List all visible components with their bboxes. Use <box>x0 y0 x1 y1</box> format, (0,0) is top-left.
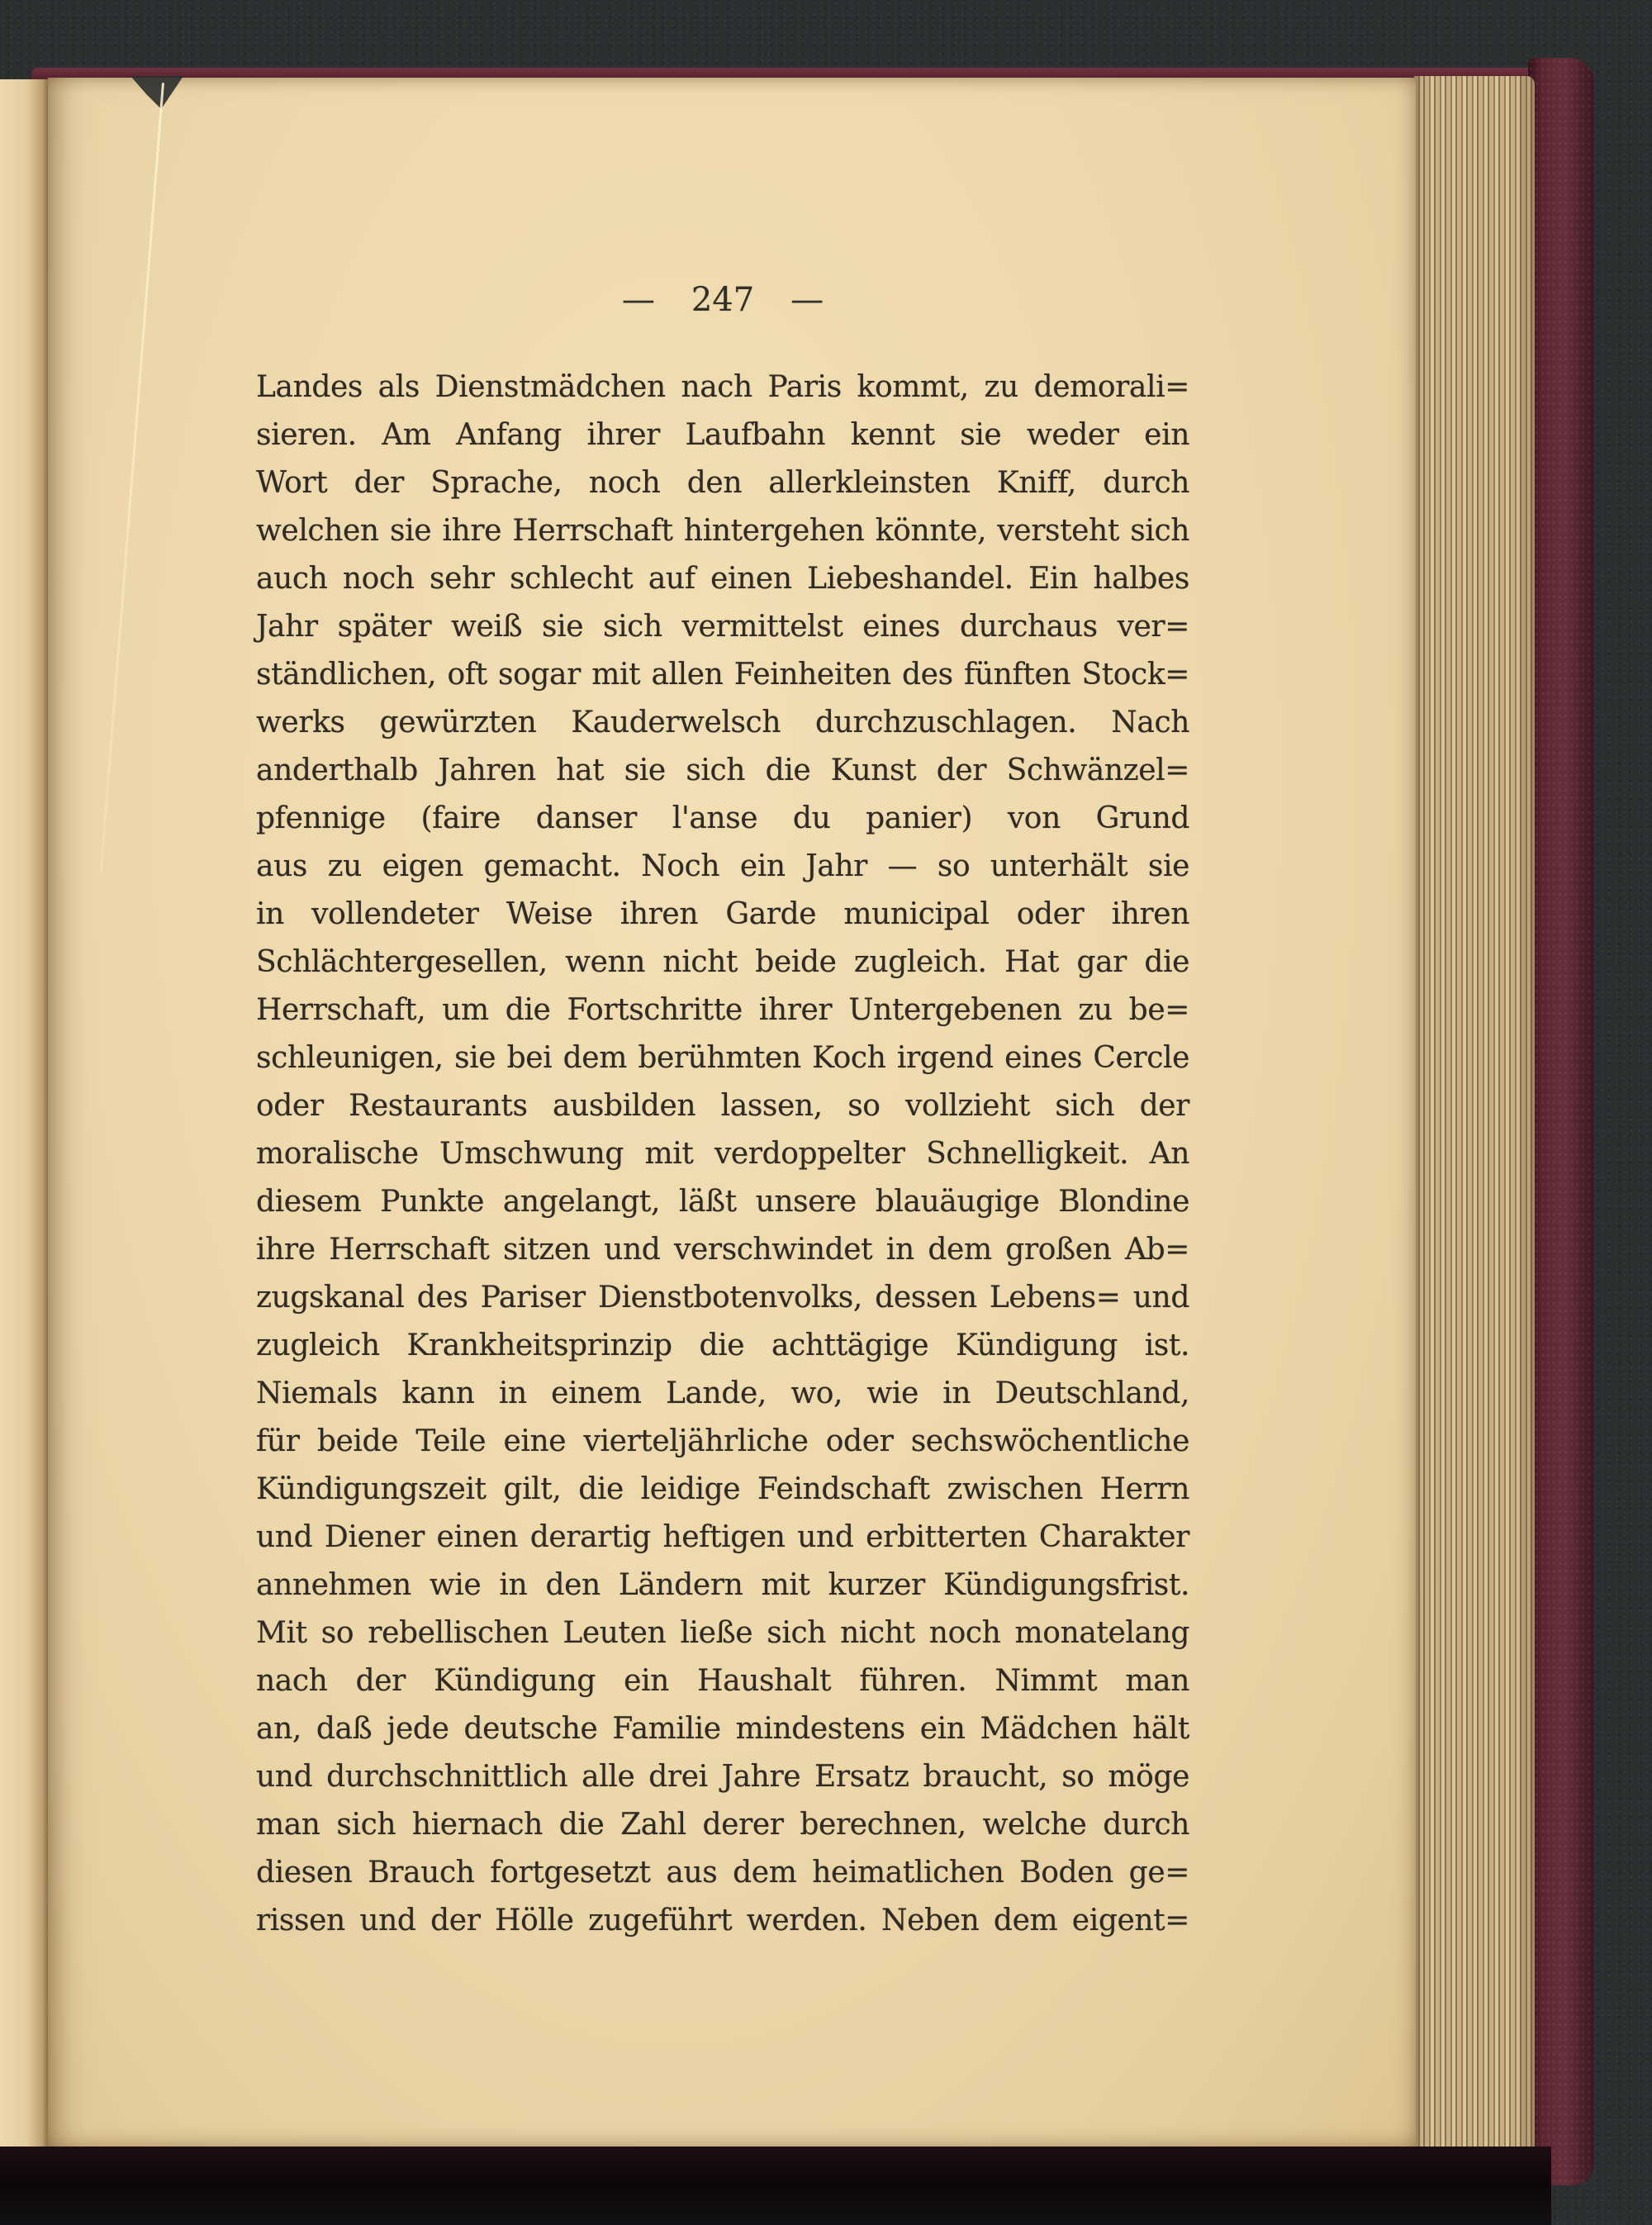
text-line: in vollendeter Weise ihren Garde municipal oder ihren <box>256 897 1189 931</box>
text-line: auch noch sehr schlecht auf einen Liebeshandel. Ein halbes <box>256 562 1189 596</box>
text-line: Wort der Sprache, noch den allerkleinsten Kniff, durch <box>256 466 1189 500</box>
header-dash-right: — <box>790 281 824 319</box>
text-line: ihre Herrschaft sitzen und verschwindet in dem großen Ab= <box>256 1233 1189 1267</box>
text-line: diesem Punkte angelangt, läßt unsere blauäugige Blondine <box>256 1185 1189 1219</box>
text-line: an, daß jede deutsche Familie mindestens ein Mädchen hält <box>256 1712 1189 1746</box>
torn-corner-notch <box>131 76 183 109</box>
text-line: und durchschnittlich alle drei Jahre Ersatz braucht, so möge <box>256 1760 1189 1794</box>
text-line: Kündigungszeit gilt, die leidige Feindschaft zwischen Herrn <box>256 1472 1189 1506</box>
text-line: für beide Teile eine vierteljährliche oder sechswöchentliche <box>256 1424 1189 1458</box>
text-line: Mit so rebellischen Leuten ließe sich nicht noch monatelang <box>256 1616 1189 1650</box>
text-line: aus zu eigen gemacht. Noch ein Jahr — so unterhält sie <box>256 849 1189 883</box>
book-page <box>48 78 1416 2153</box>
book-cover-right-edge <box>1528 58 1594 2185</box>
text-line: werks gewürzten Kauderwelsch durchzuschlagen. Nach <box>256 706 1189 739</box>
text-line: schleunigen, sie bei dem berühmten Koch irgend eines Cercle <box>256 1041 1189 1075</box>
book-bottom-shadow <box>0 2147 1551 2225</box>
text-line: rissen und der Hölle zugeführt werden. Neben dem eigent= <box>256 1904 1189 1937</box>
text-line: Landes als Dienstmädchen nach Paris kommt, zu demorali= <box>256 370 1189 404</box>
text-line: diesen Brauch fortgesetzt aus dem heimatlichen Boden ge= <box>256 1856 1189 1890</box>
page-number: 247 <box>691 281 755 319</box>
body-text <box>256 364 1189 1945</box>
text-line: ständlichen, oft sogar mit allen Feinheiten des fünften Stock= <box>256 658 1189 692</box>
text-line: Schlächtergesellen, wenn nicht beide zugleich. Hat gar die <box>256 945 1189 979</box>
page-number-header <box>256 281 1189 319</box>
text-line: Niemals kann in einem Lande, wo, wie in Deutschland, <box>256 1376 1189 1410</box>
text-line: nach der Kündigung ein Haushalt führen. Nimmt man <box>256 1664 1189 1698</box>
text-line: moralische Umschwung mit verdoppelter Schnelligkeit. An <box>256 1137 1189 1171</box>
text-line: zugleich Krankheitsprinzip die achttägige Kündigung ist. <box>256 1329 1189 1362</box>
text-line: man sich hiernach die Zahl derer berechnen, welche durch <box>256 1808 1189 1842</box>
text-line: oder Restaurants ausbilden lassen, so vollzieht sich der <box>256 1089 1189 1123</box>
text-line: welchen sie ihre Herrschaft hintergehen könnte, versteht sich <box>256 514 1189 548</box>
text-line: anderthalb Jahren hat sie sich die Kunst der Schwänzel= <box>256 754 1189 787</box>
text-line: annehmen wie in den Ländern mit kurzer Kündigungsfrist. <box>256 1568 1189 1602</box>
text-line: und Diener einen derartig heftigen und erbitterten Charakter <box>256 1520 1189 1554</box>
text-line: zugskanal des Pariser Dienstbotenvolks, dessen Lebens= und <box>256 1281 1189 1315</box>
text-line: sieren. Am Anfang ihrer Laufbahn kennt sie weder ein <box>256 418 1189 452</box>
left-page-edge <box>0 79 48 2150</box>
page-stack-fore-edge <box>1414 76 1535 2154</box>
text-line: pfennige (faire danser l'anse du panier) von Grund <box>256 801 1189 835</box>
text-line: Jahr später weiß sie sich vermittelst eines durchaus ver= <box>256 610 1189 644</box>
text-line: Herrschaft, um die Fortschritte ihrer Untergebenen zu be= <box>256 993 1189 1027</box>
paper-crease <box>100 83 164 873</box>
header-dash-left: — <box>621 281 655 319</box>
